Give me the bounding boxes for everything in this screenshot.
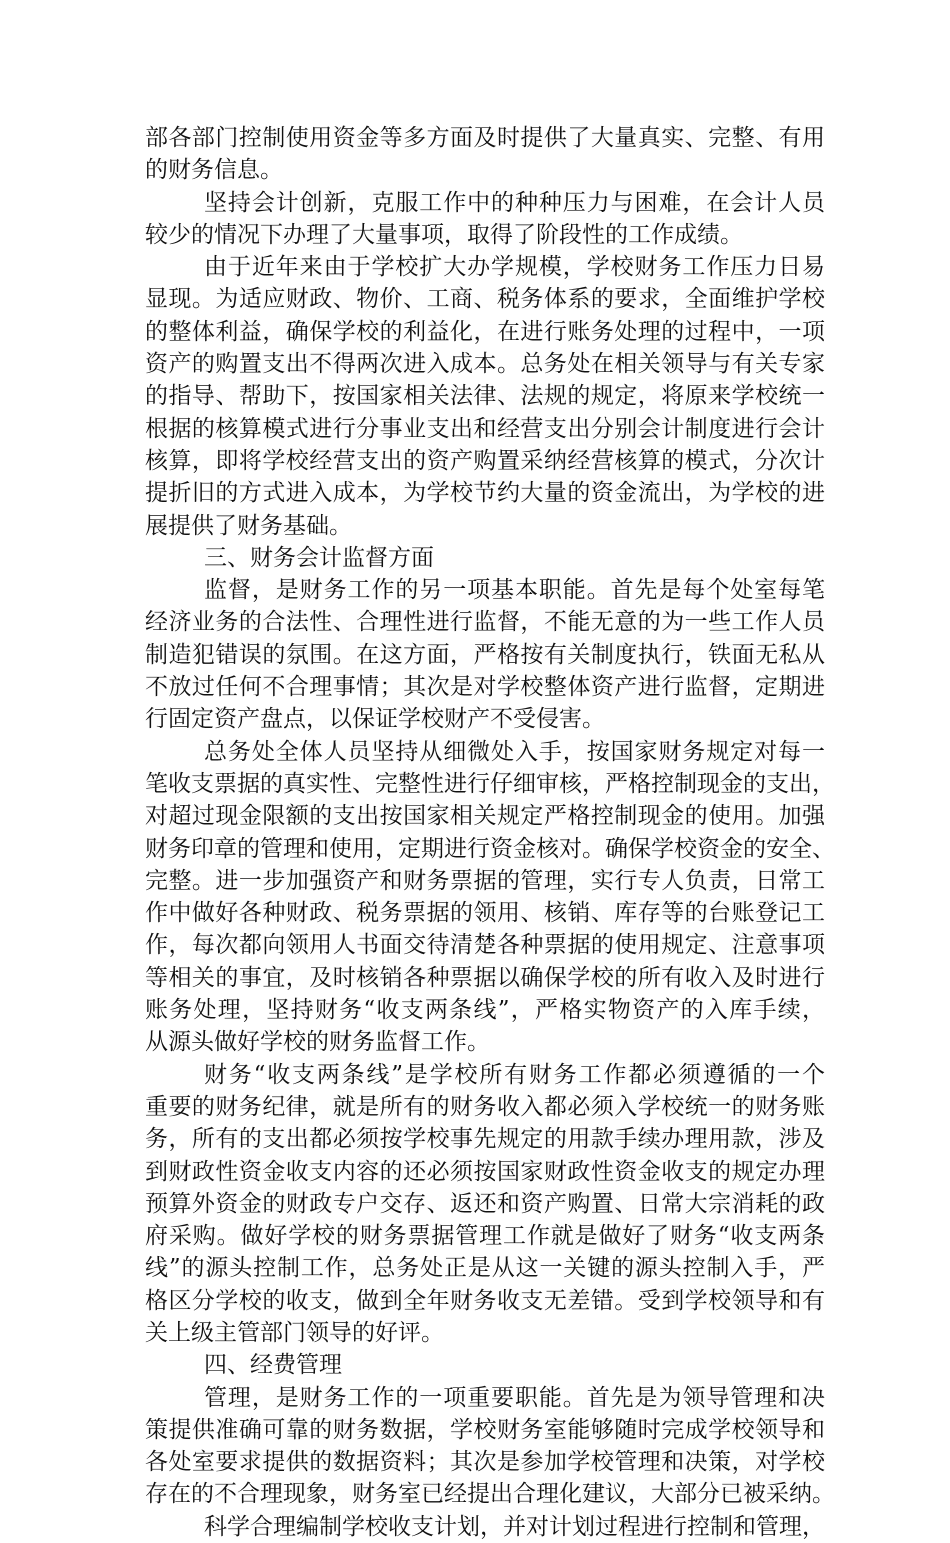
text-line: 提折旧的方式进入成本，为学校节约大量的资金流出，为学校的进 — [145, 480, 825, 507]
text-line: 资产的购置支出不得两次进入成本。总务处在相关领导与有关专家 — [145, 351, 825, 378]
text-line: 较少的情况下办理了大量事项，取得了阶段性的工作成绩。 — [145, 221, 743, 248]
text-line: 预算外资金的财政专户交存、返还和资产购置、日常大宗消耗的政 — [145, 1190, 825, 1217]
document-page — [145, 122, 835, 1543]
text-line: 财务“收支两条线”是学校所有财务工作都必须遵循的一个 — [204, 1061, 825, 1088]
text-line: 科学合理编制学校收支计划，并对计划过程进行控制和管理， — [204, 1513, 825, 1540]
text-line: 核算，即将学校经营支出的资产购置采纳经营核算的模式，分次计 — [145, 447, 825, 474]
text-line: 策提供准确可靠的财务数据，学校财务室能够随时完成学校领导和 — [145, 1416, 825, 1443]
text-line: 线”的源头控制工作，总务处正是从这一关键的源头控制入手，严 — [145, 1255, 825, 1282]
text-line: 经济业务的合法性、合理性进行监督，不能无意的为一些工作人员 — [145, 609, 825, 636]
text-line: 关上级主管部门领导的好评。 — [145, 1319, 444, 1346]
text-line: 四、经费管理 — [204, 1352, 342, 1379]
text-line: 部各部门控制使用资金等多方面及时提供了大量真实、完整、有用 — [145, 125, 825, 151]
text-line: 的财务信息。 — [145, 157, 283, 184]
text-line: 作中做好各种财政、税务票据的领用、核销、库存等的台账登记工 — [145, 900, 825, 927]
text-line: 到财政性资金收支内容的还必须按国家财政性资金收支的规定办理 — [145, 1158, 825, 1185]
text-line: 账务处理，坚持财务“收支两条线”，严格实物资产的入库手续， — [145, 997, 825, 1024]
text-line: 监督，是财务工作的另一项基本职能。首先是每个处室每笔 — [204, 577, 825, 604]
text-line: 对超过现金限额的支出按国家相关规定严格控制现金的使用。加强 — [145, 803, 825, 830]
text-line: 各处室要求提供的数据资料；其次是参加学校管理和决策，对学校 — [145, 1449, 825, 1476]
text-line: 制造犯错误的氛围。在这方面，严格按有关制度执行，铁面无私从 — [145, 641, 825, 668]
text-line: 坚持会计创新，克服工作中的种种压力与困难，在会计人员 — [204, 189, 825, 216]
text-line: 行固定资产盘点，以保证学校财产不受侵害。 — [145, 706, 605, 733]
text-line: 作，每次都向领用人书面交待清楚各种票据的使用规定、注意事项 — [145, 932, 825, 959]
text-line: 务，所有的支出都必须按学校事先规定的用款手续办理用款，涉及 — [145, 1126, 825, 1153]
text-line: 的整体利益，确保学校的利益化，在进行账务处理的过程中，一项 — [145, 318, 825, 345]
text-line: 由于近年来由于学校扩大办学规模，学校财务工作压力日易 — [204, 254, 825, 281]
text-line: 从源头做好学校的财务监督工作。 — [145, 1029, 490, 1056]
text-line: 总务处全体人员坚持从细微处入手，按国家财务规定对每一 — [204, 738, 825, 765]
text-line: 等相关的事宜，及时核销各种票据以确保学校的所有收入及时进行 — [145, 964, 825, 991]
text-line: 府采购。做好学校的财务票据管理工作就是做好了财务“收支两条 — [145, 1223, 825, 1250]
text-line: 格区分学校的收支，做到全年财务收支无差错。受到学校领导和有 — [145, 1287, 825, 1314]
text-line: 不放过任何不合理事情；其次是对学校整体资产进行监督，定期进 — [145, 674, 825, 701]
text-line: 管理，是财务工作的一项重要职能。首先是为领导管理和决 — [204, 1384, 825, 1411]
text-line: 的指导、帮助下，按国家相关法律、法规的规定，将原来学校统一 — [145, 383, 825, 410]
text-line: 财务印章的管理和使用，定期进行资金核对。确保学校资金的安全、 — [145, 835, 835, 862]
text-line: 显现。为适应财政、物价、工商、税务体系的要求，全面维护学校 — [145, 286, 825, 313]
text-line: 展提供了财务基础。 — [145, 512, 352, 539]
text-line: 笔收支票据的真实性、完整性进行仔细审核，严格控制现金的支出， — [145, 770, 835, 797]
text-line: 根据的核算模式进行分事业支出和经营支出分别会计制度进行会计 — [145, 415, 825, 442]
text-line: 三、财务会计监督方面 — [204, 544, 434, 571]
document-body — [145, 122, 835, 1543]
text-line: 完整。进一步加强资产和财务票据的管理，实行专人负责，日常工 — [145, 867, 825, 894]
text-line: 重要的财务纪律，就是所有的财务收入都必须入学校统一的财务账 — [145, 1093, 825, 1120]
text-line: 存在的不合理现象，财务室已经提出合理化建议，大部分已被采纳。 — [145, 1481, 835, 1508]
